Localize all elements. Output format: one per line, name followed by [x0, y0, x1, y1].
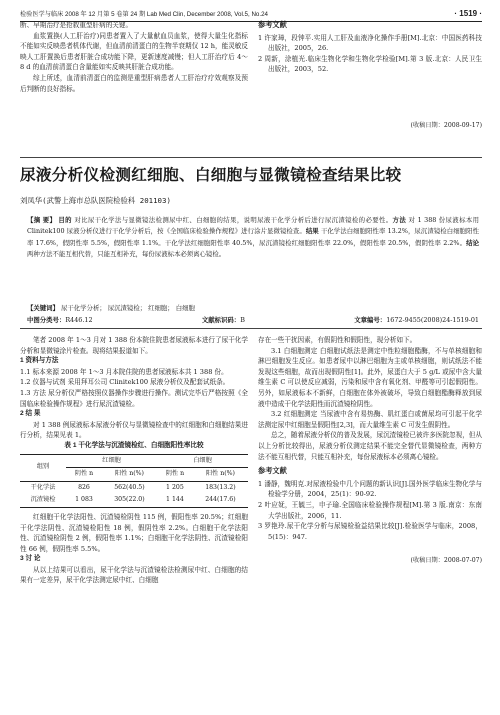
journal-citation: 检验医学与临床 2008 年 12 月第 5 卷第 24 期 Lab Med Clin, December 2008, Vol.5, No.24: [20, 10, 268, 18]
keywords-label: 【关键词】: [27, 304, 59, 312]
section-heading: 2 结 果: [20, 410, 41, 418]
received-date: (收稿日期：2008-09-17): [410, 121, 482, 129]
article-divider: [20, 157, 482, 158]
table-cell: 1 083: [66, 494, 102, 507]
table-cell: 305(22.0): [102, 494, 157, 507]
methods-label: 方法: [392, 217, 407, 224]
table-row: [20, 494, 248, 507]
table-cell: 183(13.2): [205, 483, 236, 491]
doc-code-label: 文献标识码：: [201, 317, 241, 324]
table-header-cell: 阳性 n(%): [193, 468, 248, 482]
table-header-group: 组别: [20, 454, 66, 481]
table-cell: 1 144: [157, 494, 193, 507]
article-title: 尿液分析仪检测红细胞、白细胞与显微镜检查结果比较: [20, 166, 402, 184]
body-left-column: [20, 335, 248, 586]
table-header-wbc: 白细胞: [157, 454, 248, 468]
paragraph: 血浆置换(人工肝治疗)同患者置入了大量献血员血浆，使得大量生化指标不能如实反映患者机体代谢，但血清前清蛋白的生物半衰期仅 12 h，能灵敏反映人工肝置换后患者肝脏合成功能下降，更新速度减慢；但人工肝治疗后 4～8 d 的血清前清蛋白含量能如实反映其肝脏合成功能。: [20, 31, 248, 72]
conclusion-label: 结论: [466, 239, 479, 247]
table-caption: 表 1 干化学法与沉渣镜检红、白细胞阳性率比较: [64, 441, 204, 449]
abstract-results: 干化学法白细胞阳性率 13.2%，尿沉渣镜检白细胞阳性率 17.6%，假阴性率 5.5%，假阳性率 1.1%。干化学法红细胞阳性率 40.5%，尿沉渣镜检红细胞阳性率 22.0%，假阳性率 20.5%，假阴性率 2.2%。: [27, 227, 479, 247]
keywords-list: 尿干化学分析； 尿沉渣镜检； 红细胞； 白细胞: [61, 304, 195, 312]
abstract-objective: 对比尿干化学法与显微镜法检测尿中红、白细胞的结果，说明尿液干化学分析后进行尿沉渣镜检的必要性。: [71, 216, 393, 224]
section-heading: 1 资料与方法: [20, 357, 59, 365]
table-cell: 1 205: [166, 483, 184, 491]
abstract-label: 【摘 要】 目的: [27, 217, 72, 224]
page-number: · 1519 ·: [454, 8, 482, 18]
article-id-label: 文章编号：: [354, 317, 387, 324]
article-author: 刘凤华(武警上海市总队医院检验科 201103): [20, 196, 171, 205]
paragraph: 综上所述，血清前清蛋白的监测是重型肝病患者人工肝治疗疗效观察及预后判断的良好指标。: [20, 73, 248, 93]
clc-value: R446.12: [65, 316, 93, 324]
reference-item: 1 许家璋，段钟平.实用人工肝及血液净化操作手册[M].北京：中国医药科技出版社，2005，26.: [258, 33, 482, 53]
table-cell: 干化学法: [30, 483, 56, 491]
paragraph: 总之，随着尿液分析仪的普及发展，尿沉渣镜检已被许多医院忽视，但从以上分析比较得出，尿液分析仪测定结果不能完全替代显微镜检查，两种方法不能互相代替，只能互相补充，每份尿液标本必须离心镜检。: [258, 431, 482, 461]
table-cell: 562(40.5): [114, 483, 145, 491]
paragraph: 3.2 红细胞测定 当尿液中含有易热酶、肌红蛋白或菌尿均可引起干化学法测定尿中红细胞呈假阳性[2,3]，而大量维生素 C 可发生假阴性。: [258, 410, 482, 429]
paragraph: 从以上结果可以看出，尿干化学法与沉渣镜检法检测尿中红、白细胞的结果有一定差异，尿干化学法测定尿中红、白细胞: [20, 565, 248, 585]
table-cell: 826: [78, 483, 90, 491]
results-table: [20, 454, 248, 508]
running-header: [20, 6, 482, 20]
classification-line: [27, 315, 479, 324]
paragraph: 红细胞干化学法阳性、沉渣镜检阴性 115 例，假阳性率 20.5%；红细胞干化学法阴性、沉渣镜检阳性 18 例，假阴性率 2.2%。白细胞干化学法阳性、沉渣镜检阴性 2 例，假阳性率 1.1%；白细胞干化学法阴性、沉渣镜检阳性 66 例，假阴性率 5.5%。: [20, 512, 248, 553]
abstract-divider: [20, 328, 482, 329]
results-label: 结果: [305, 228, 319, 236]
abstract: [27, 215, 479, 260]
table-header-cell: 阳性 n(%): [102, 468, 157, 482]
previous-article-body: [20, 20, 248, 94]
paragraph: 断、早期治疗是抢救重型肝病的关键。: [20, 21, 133, 29]
table-header-rbc: 红细胞: [66, 454, 157, 468]
body-right-column: [258, 335, 482, 567]
clc-label: 中图分类号：: [27, 317, 66, 324]
article-id-value: 1672-9455(2008)24-1519-01: [386, 316, 479, 324]
section-heading: 3 讨 论: [20, 555, 41, 563]
abstract-conclusion: 两种方法不能互相代替，只能互相补充，每份尿液标本必须离心镜检。: [27, 250, 226, 259]
previous-article-references: [258, 20, 482, 132]
keywords: [27, 303, 195, 312]
table-row: [20, 481, 248, 494]
reference-item: 2 周新，涂植光.临床生物化学和生物化学检验[M].第 3 版.北京：人民卫生出版社，2003，52.: [258, 54, 482, 74]
references-heading: 参考文献: [258, 20, 287, 29]
reference-item: 1 潘静，魏明克.对尿液检验中几个问题的新认识[J].国外医学临床生物化学与检验学分册，2004，25(1)：90-92.: [258, 479, 482, 499]
references-heading: 参考文献: [258, 466, 287, 476]
received-date: (收稿日期：2008-07-07): [410, 557, 482, 565]
reference-item: 3 罗艳玲.尿干化学分析与尿镜检验益结果比较[J].检验医学与临床，2008，5(15)：947.: [258, 522, 482, 541]
paragraph: 1.3 方法 尿分析仪严格按照仪器操作步骤进行操作。测试完毕后严格按照《全国临床检验操作规程》进行尿沉渣镜检。: [20, 388, 248, 408]
abstract-methods: 对 1 388 份尿液标本用 Clinitek100 尿液分析仪进行干化学分析后，按《全国临床检验操作规程》进行涂片显微镜检查。: [27, 216, 480, 236]
paragraph: 1.1 标本来源 2008 年 1～3 月本院住院的患者尿液标本共 1 388 份。: [20, 367, 228, 376]
paragraph: 对 1 388 例尿液标本尿液分析仪与显微镜检查中的红细胞和白细胞结果进行分析，结果见表 1。: [20, 420, 248, 440]
table-header-cell: 阴性 n: [157, 468, 193, 482]
table-header-cell: 阴性 n: [66, 468, 102, 482]
paragraph: 存在一些干扰因素，有假阴性和假阳性，现分析如下。: [258, 336, 417, 344]
paragraph: 1.2 仪器与试剂 采用拜耳公司 Clinitek100 尿液分析仪及配套试纸条。: [20, 378, 230, 387]
paragraph: 3.1 白细胞测定 白细胞试纸法是测定中性粒细胞酯酶，不与单核细胞和淋巴细胞发生反应。如患者尿中以淋巴细胞为主或单核细胞，则试纸法不能发现这些细胞，故而出现假阴性[1]。此外，尿蛋白大于 5 g/L 或尿中含大量维生素 C 可以使反应减弱，污染和尿中含有氧化剂、甲醛等可引起假阳性。另外，如尿液标本不新鲜，白细胞在体外被破坏，导致白细胞酯酶释放到尿液中造成干化学法阳性而沉渣镜检阴性。: [258, 346, 482, 408]
table-cell: 沉渣镜检: [20, 494, 66, 507]
intro-paragraph: 笔者 2008 年 1～3 月对 1 388 份本院住院患者尿液标本进行了尿干化学分析和显微镜涂片检查。现将结果报道如下。: [20, 336, 248, 355]
table-cell: 244(17.6): [193, 494, 248, 507]
doc-code-value: B: [240, 316, 245, 324]
reference-item: 2 叶应妩，王毓三，申子瑜.全国临床检验操作规程[M].第 3 版.南京：东南大学出版社，2006，11.: [258, 500, 482, 520]
